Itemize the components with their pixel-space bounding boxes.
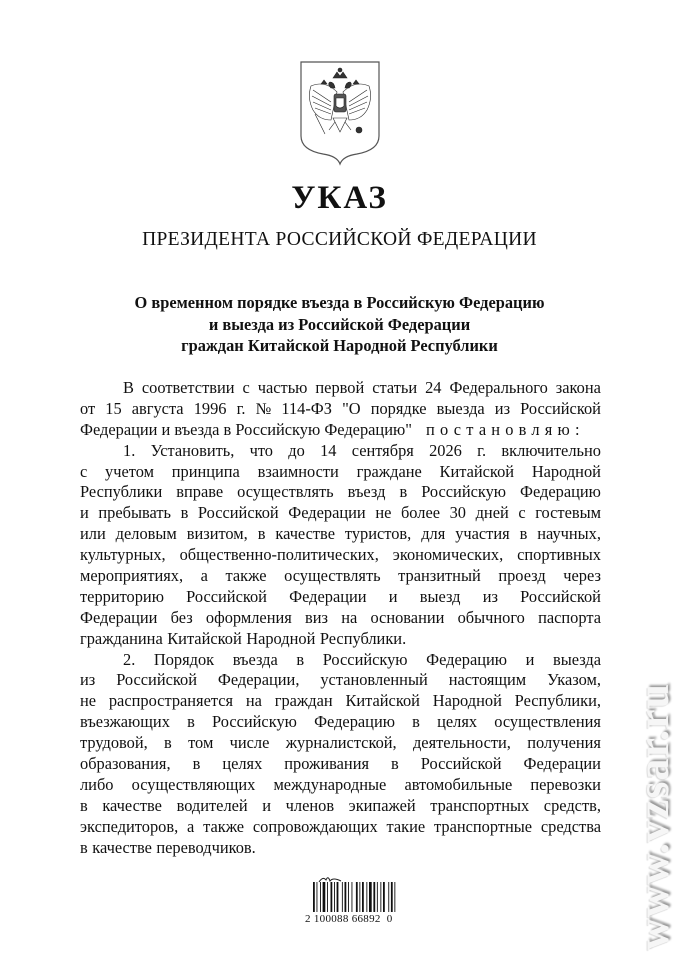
word: в	[164, 733, 172, 753]
word: в	[391, 754, 399, 774]
text-line	[80, 441, 601, 462]
barcode-bar	[334, 882, 335, 912]
text-line	[80, 566, 601, 587]
word: Российской	[520, 586, 601, 606]
word: сентября	[351, 440, 414, 460]
word: качестве	[275, 524, 335, 544]
word: осуществления	[494, 712, 601, 732]
word: осуществлять	[237, 482, 334, 502]
word: осуществлять	[284, 566, 381, 586]
barcode-bar	[380, 882, 381, 912]
word: переводчиков.	[156, 837, 256, 857]
coat-of-arms-icon	[297, 58, 383, 166]
barcode-bar	[369, 882, 372, 912]
word: Указом,	[547, 670, 601, 690]
word: трудовой,	[80, 733, 148, 753]
word: распространяется	[108, 691, 234, 711]
word: Российской	[520, 398, 601, 418]
word: числе	[229, 733, 270, 753]
word: транзитный	[398, 566, 481, 586]
word: "О	[342, 398, 361, 418]
word: первой	[315, 378, 365, 397]
text-line	[80, 587, 601, 608]
word: Российской	[116, 670, 197, 690]
watermark: www.vzsar.ru	[629, 682, 678, 950]
word: членов	[285, 795, 335, 815]
word: качестве	[92, 837, 152, 857]
barcode-bar	[345, 882, 347, 912]
word: автомобильные	[404, 774, 513, 794]
word: а	[200, 566, 208, 586]
barcode-bar	[391, 882, 393, 912]
word: 1996	[193, 398, 227, 418]
word: Федерации	[523, 754, 601, 774]
text-line	[80, 796, 601, 817]
word: Народной	[246, 628, 316, 648]
barcode-bar	[327, 882, 328, 912]
word: транспортные	[434, 816, 533, 836]
word: средства	[540, 816, 601, 836]
word: целях	[222, 754, 263, 774]
word: учетом	[105, 461, 154, 481]
text-line	[80, 462, 601, 483]
word: культурных,	[80, 545, 166, 565]
word: выезд	[419, 586, 461, 606]
word: Федерацию	[520, 482, 601, 502]
word: и	[388, 586, 398, 606]
word: экспедиторов,	[80, 816, 179, 836]
barcode-bar	[383, 882, 385, 912]
word: из	[482, 586, 498, 606]
preamble	[80, 378, 601, 441]
barcode-bar	[352, 882, 353, 912]
word: в	[187, 712, 195, 732]
word: Федерации	[289, 586, 367, 606]
word: перевозки	[530, 774, 601, 794]
word: включительно	[501, 440, 601, 460]
preamble-line-text: Федерации и въезда в Российскую Федерацию"	[80, 419, 412, 439]
text-line	[80, 838, 601, 859]
word: мероприятиях,	[80, 566, 184, 586]
barcode-bar	[317, 882, 318, 912]
barcode-bar	[373, 882, 375, 912]
word: общественно-политических,	[179, 545, 379, 565]
word: с	[518, 503, 526, 523]
word: Народной	[531, 461, 601, 481]
word: №	[255, 398, 272, 418]
word: экономических,	[392, 545, 504, 565]
word: августа	[131, 398, 184, 418]
word: пребывать	[98, 503, 171, 523]
word: Федерацию	[426, 649, 508, 669]
word: оформления	[205, 607, 292, 627]
barcode-bar	[366, 882, 367, 912]
heading-line: и выезда из Российской Федерации	[208, 314, 471, 334]
word: настоящим	[448, 670, 527, 690]
heading-line: граждан Китайской Народной Республики	[181, 336, 498, 355]
barcode-bar	[377, 882, 378, 912]
word: научных,	[537, 524, 601, 544]
word: транспортных	[430, 795, 530, 815]
text-line	[80, 712, 601, 733]
barcode-bar	[337, 882, 339, 912]
preamble-keyword: постановляю:	[426, 419, 585, 439]
word: территорию	[80, 586, 164, 606]
word: Китайской	[167, 628, 242, 648]
word: средств,	[543, 795, 601, 815]
word: сопровождающих	[252, 816, 378, 836]
barcode-bar	[342, 882, 343, 912]
text-line	[80, 817, 601, 838]
barcode-bar	[359, 882, 360, 912]
word: Федерации	[288, 503, 366, 523]
word: въезда	[232, 649, 278, 669]
word: взаимности	[257, 461, 339, 481]
word: В	[123, 378, 134, 397]
word: въезжающих	[80, 712, 170, 732]
word: паспорта	[538, 607, 601, 627]
word: либо	[80, 774, 114, 794]
word: или	[80, 524, 106, 544]
text-line	[80, 754, 601, 775]
word: Республики	[80, 482, 163, 502]
word: проезд	[498, 566, 546, 586]
word: Китайской	[439, 461, 515, 481]
word: Федерации	[80, 607, 158, 627]
barcode-bar	[362, 882, 364, 912]
word: Федерацию	[314, 712, 395, 732]
word: без	[170, 607, 193, 627]
word: деятельности,	[412, 733, 511, 753]
word: журналистской,	[285, 733, 397, 753]
word: 24	[425, 378, 442, 397]
word: и	[80, 503, 89, 523]
word: выезда	[552, 649, 601, 669]
word: в	[180, 503, 189, 523]
word: 2026	[429, 440, 462, 460]
text-line	[80, 482, 601, 503]
barcode-icon	[313, 882, 397, 912]
word: в	[192, 754, 201, 774]
word: 15	[105, 398, 122, 418]
word: не	[375, 503, 392, 523]
word: Республики,	[514, 691, 601, 711]
word: не	[80, 691, 97, 711]
word: из	[494, 398, 511, 418]
word: Российской	[197, 503, 279, 523]
word: установленный	[320, 670, 428, 690]
text-line	[80, 691, 601, 712]
word: порядке	[370, 398, 427, 418]
barcode-bar	[331, 882, 333, 912]
word: граждан	[274, 691, 333, 711]
word: международные	[273, 774, 387, 794]
word: целях	[437, 712, 478, 732]
text-line	[80, 420, 601, 441]
word: визитом,	[186, 524, 248, 544]
word: такие	[386, 816, 426, 836]
word: Российскую	[212, 712, 297, 732]
word: закона	[555, 378, 601, 397]
word: гражданина	[80, 628, 163, 648]
barcode-bar	[313, 882, 315, 912]
word: обычного	[457, 607, 525, 627]
word: в	[80, 795, 88, 815]
word: частью	[257, 378, 308, 397]
word: Китайской	[345, 691, 420, 711]
word: Порядок	[153, 649, 215, 669]
word: и	[262, 795, 272, 815]
word: Федерального	[449, 378, 548, 397]
text-line	[80, 670, 601, 691]
word: и	[525, 649, 535, 669]
paragraph-1	[80, 441, 601, 650]
word: Федерации,	[217, 670, 300, 690]
word: въезд	[347, 482, 386, 502]
word: выезда	[436, 398, 485, 418]
barcode-bar	[320, 882, 321, 912]
word: на	[245, 691, 262, 711]
word: 30	[449, 503, 466, 523]
word: туристов,	[344, 524, 412, 544]
word: 2.	[123, 649, 136, 669]
text-line	[80, 650, 601, 671]
word: проживания	[284, 754, 370, 774]
word: в	[412, 712, 420, 732]
decree-heading	[0, 292, 679, 357]
word: а	[187, 816, 195, 836]
document-title: УКАЗ	[291, 180, 388, 216]
text-line	[80, 629, 601, 650]
word: граждане	[356, 461, 422, 481]
word: качестве	[102, 795, 162, 815]
word: с	[242, 378, 250, 397]
word: водителей	[176, 795, 248, 815]
word: в	[257, 524, 266, 544]
word: вправе	[176, 482, 224, 502]
barcode-bar	[348, 882, 349, 912]
barcode-bar	[323, 882, 326, 912]
word: через	[563, 566, 601, 586]
text-line	[80, 503, 601, 524]
text-line	[80, 399, 601, 420]
word: соответствии	[141, 378, 235, 397]
word: Российской	[420, 754, 502, 774]
word: 14	[320, 440, 337, 460]
word: Установить,	[150, 440, 235, 460]
word: в	[519, 524, 528, 544]
word: виз	[304, 607, 328, 627]
word: образования,	[80, 754, 171, 774]
word: основании	[370, 607, 445, 627]
word: г.	[236, 398, 246, 418]
word: Республики.	[319, 628, 407, 648]
barcode-bar	[356, 882, 358, 912]
word: принципа	[171, 461, 240, 481]
text-line	[80, 378, 601, 399]
word: дней	[475, 503, 509, 523]
word: в	[80, 837, 88, 857]
document-subtitle: ПРЕЗИДЕНТА РОССИЙСКОЙ ФЕДЕРАЦИИ	[142, 229, 537, 250]
word: в	[296, 649, 305, 669]
word: в	[399, 482, 408, 502]
text-line	[80, 608, 601, 629]
word: г.	[477, 440, 487, 460]
word: для	[421, 524, 446, 544]
text-line	[80, 524, 601, 545]
text-line	[80, 545, 601, 566]
word: также	[225, 566, 267, 586]
word: также	[203, 816, 245, 836]
word: получения	[527, 733, 601, 753]
word: что	[249, 440, 273, 460]
word: гостевым	[535, 503, 601, 523]
text-line	[80, 775, 601, 796]
word: спортивных	[517, 545, 601, 565]
barcode-number: 2 100088 66892 0	[305, 913, 393, 925]
word: на	[341, 607, 358, 627]
heading-line: О временном порядке въезда в Российскую Федерацию	[134, 293, 545, 312]
word: Народной	[432, 691, 502, 711]
word: том	[188, 733, 214, 753]
word: из	[80, 670, 96, 690]
word: Российскую	[421, 482, 507, 502]
decree-body	[80, 378, 601, 858]
word: деловым	[115, 524, 177, 544]
word: до	[288, 440, 305, 460]
text-line	[80, 733, 601, 754]
word: от	[80, 398, 96, 418]
word: статьи	[372, 378, 418, 397]
word: участия	[455, 524, 510, 544]
word: 114-ФЗ	[281, 398, 332, 418]
paragraph-2	[80, 650, 601, 859]
barcode-bar	[394, 882, 395, 912]
word: Российскую	[322, 649, 408, 669]
barcode-bar	[388, 882, 389, 912]
word: с	[80, 461, 88, 481]
word: экипажей	[348, 795, 416, 815]
word: Российской	[186, 586, 267, 606]
word: более	[400, 503, 441, 523]
word: осуществляющих	[131, 774, 256, 794]
word: 1.	[123, 440, 136, 460]
